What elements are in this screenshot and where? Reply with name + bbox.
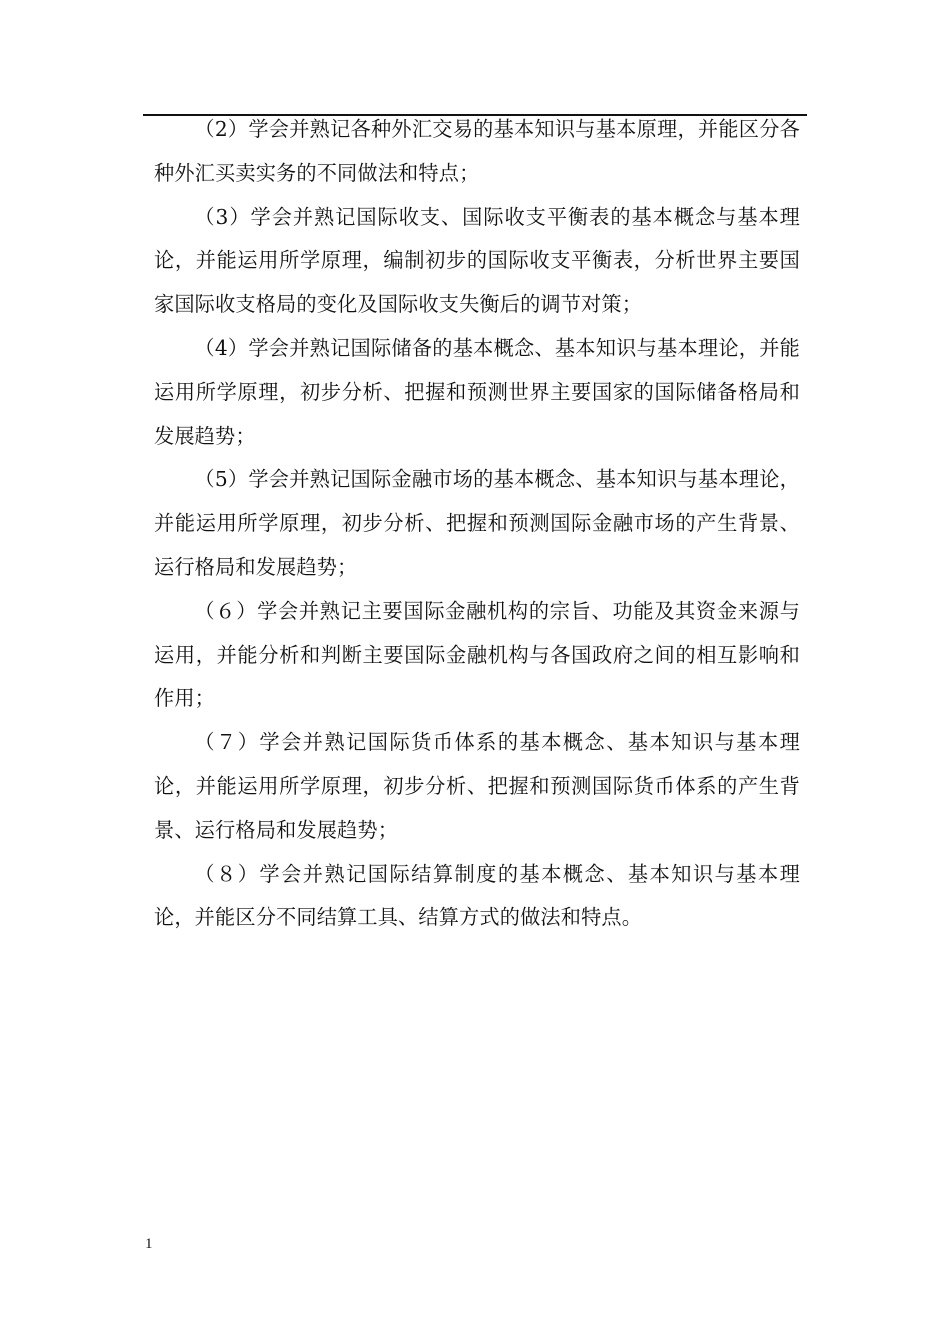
document-body	[154, 108, 800, 940]
paragraph-item-4: （4）学会并熟记国际储备的基本概念、基本知识与基本理论，并能运用所学原理，初步分析、把握和预测世界主要国家的国际储备格局和发展趋势；	[154, 335, 800, 448]
paragraph-item-3: （3）学会并熟记国际收支、国际收支平衡表的基本概念与基本理论，并能运用所学原理，编制初步的国际收支平衡表，分析世界主要国家国际收支格局的变化及国际收支失衡后的调节对策；	[154, 204, 800, 317]
paragraph-item-5: （5）学会并熟记国际金融市场的基本概念、基本知识与基本理论，并能运用所学原理，初步分析、把握和预测国际金融市场的产生背景、运行格局和发展趋势；	[154, 467, 800, 579]
paragraph-item-7: （７）学会并熟记国际货币体系的基本概念、基本知识与基本理论，并能运用所学原理，初步分析、把握和预测国际货币体系的产生背景、运行格局和发展趋势；	[154, 730, 800, 842]
paragraph-item-6: （６）学会并熟记主要国际金融机构的宗旨、功能及其资金来源与运用，并能分析和判断主要国际金融机构与各国政府之间的相互影响和作用；	[154, 598, 800, 711]
paragraph-item-8: （８）学会并熟记国际结算制度的基本概念、基本知识与基本理论，并能区分不同结算工具、结算方式的做法和特点。	[154, 861, 800, 930]
page-number: 1	[145, 1236, 153, 1252]
paragraph-item-2: （2）学会并熟记各种外汇交易的基本知识与基本原理，并能区分各种外汇买卖实务的不同做法和特点；	[154, 117, 800, 185]
